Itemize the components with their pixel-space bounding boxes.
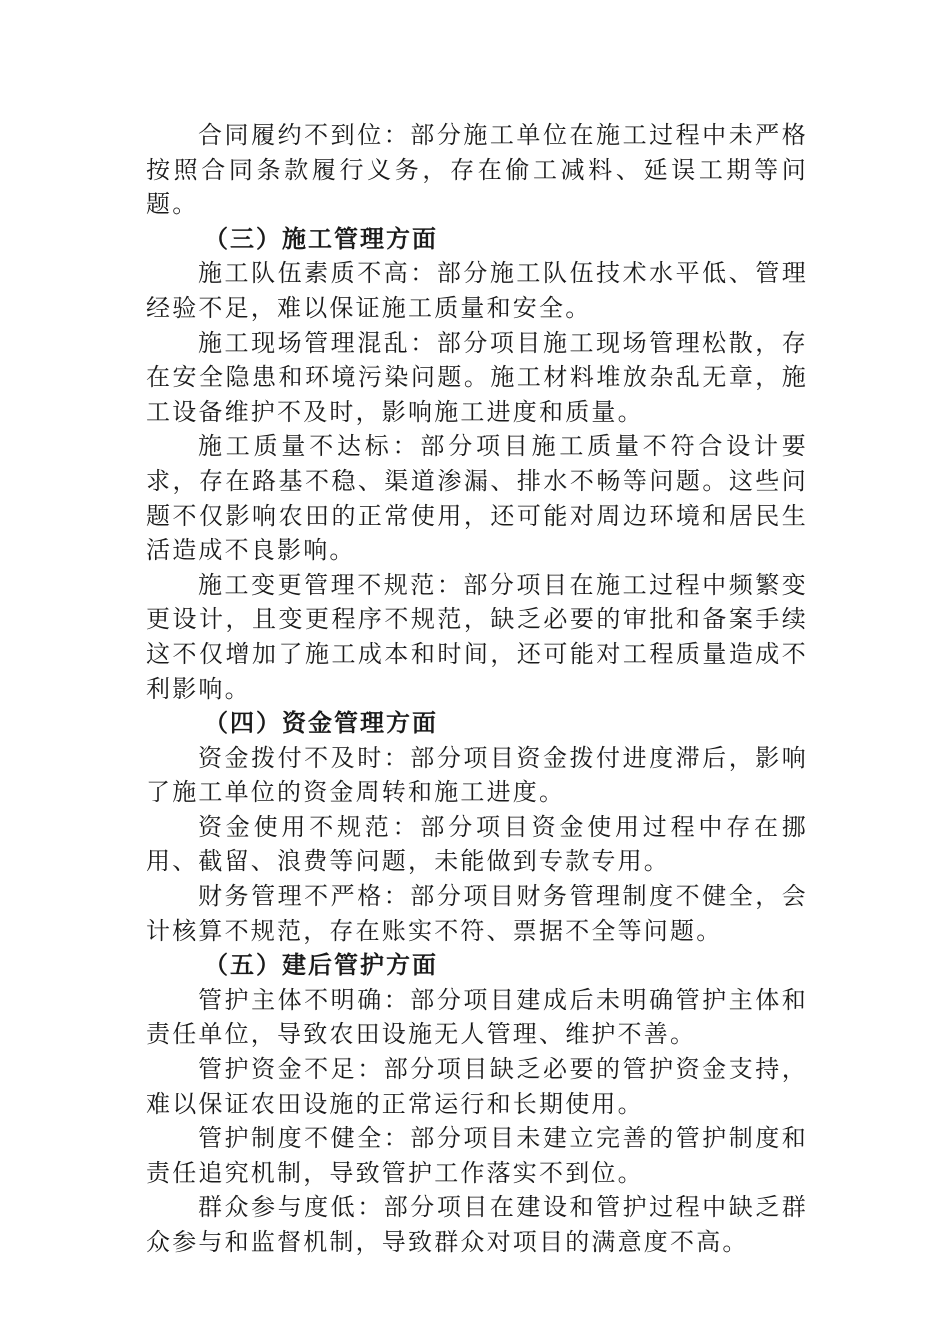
document-body <box>146 118 808 1260</box>
paragraph: 资金使用不规范：部分项目资金使用过程中存在挪用、截留、浪费等问题，未能做到专款专用。 <box>146 812 808 876</box>
section-heading: （五）建后管护方面 <box>204 951 438 980</box>
paragraph: 施工现场管理混乱：部分项目施工现场管理松散，存在安全隐患和环境污染问题。施工材料堆放杂乱无章，施工设备维护不及时，影响施工进度和质量。 <box>146 328 808 426</box>
paragraph: 管护资金不足：部分项目缺乏必要的管护资金支持，难以保证农田设施的正常运行和长期使用。 <box>146 1055 808 1118</box>
paragraph: 施工质量不达标：部分项目施工质量不符合设计要求，存在路基不稳、渠道渗漏、排水不畅等问题。这些问题不仅影响农田的正常使用，还可能对周边环境和居民生活造成不良影响。 <box>146 432 808 565</box>
paragraph: 合同履约不到位：部分施工单位在施工过程中未严格按照合同条款履行义务，存在偷工减料、延误工期等问题。 <box>146 121 808 219</box>
paragraph: 群众参与度低：部分项目在建设和管护过程中缺乏群众参与和监督机制，导致群众对项目的满意度不高。 <box>146 1193 808 1256</box>
paragraph: 施工变更管理不规范：部分项目在施工过程中频繁变更设计，且变更程序不规范，缺乏必要的审批和备案手续这不仅增加了施工成本和时间，还可能对工程质量造成不利影响。 <box>146 570 808 703</box>
section-heading: （四）资金管理方面 <box>204 709 438 738</box>
paragraph: 管护主体不明确：部分项目建成后未明确管护主体和责任单位，导致农田设施无人管理、维护不善。 <box>146 985 808 1049</box>
paragraph: 管护制度不健全：部分项目未建立完善的管护制度和责任追究机制，导致管护工作落实不到位。 <box>146 1124 808 1187</box>
paragraph: 财务管理不严格：部分项目财务管理制度不健全，会计核算不规范，存在账实不符、票据不全等问题。 <box>146 882 808 945</box>
paragraph: 资金拨付不及时：部分项目资金拨付进度滞后，影响了施工单位的资金周转和施工进度。 <box>146 743 808 807</box>
paragraph: 施工队伍素质不高：部分施工队伍技术水平低、管理经验不足，难以保证施工质量和安全。 <box>146 259 808 322</box>
section-heading: （三）施工管理方面 <box>204 224 438 253</box>
